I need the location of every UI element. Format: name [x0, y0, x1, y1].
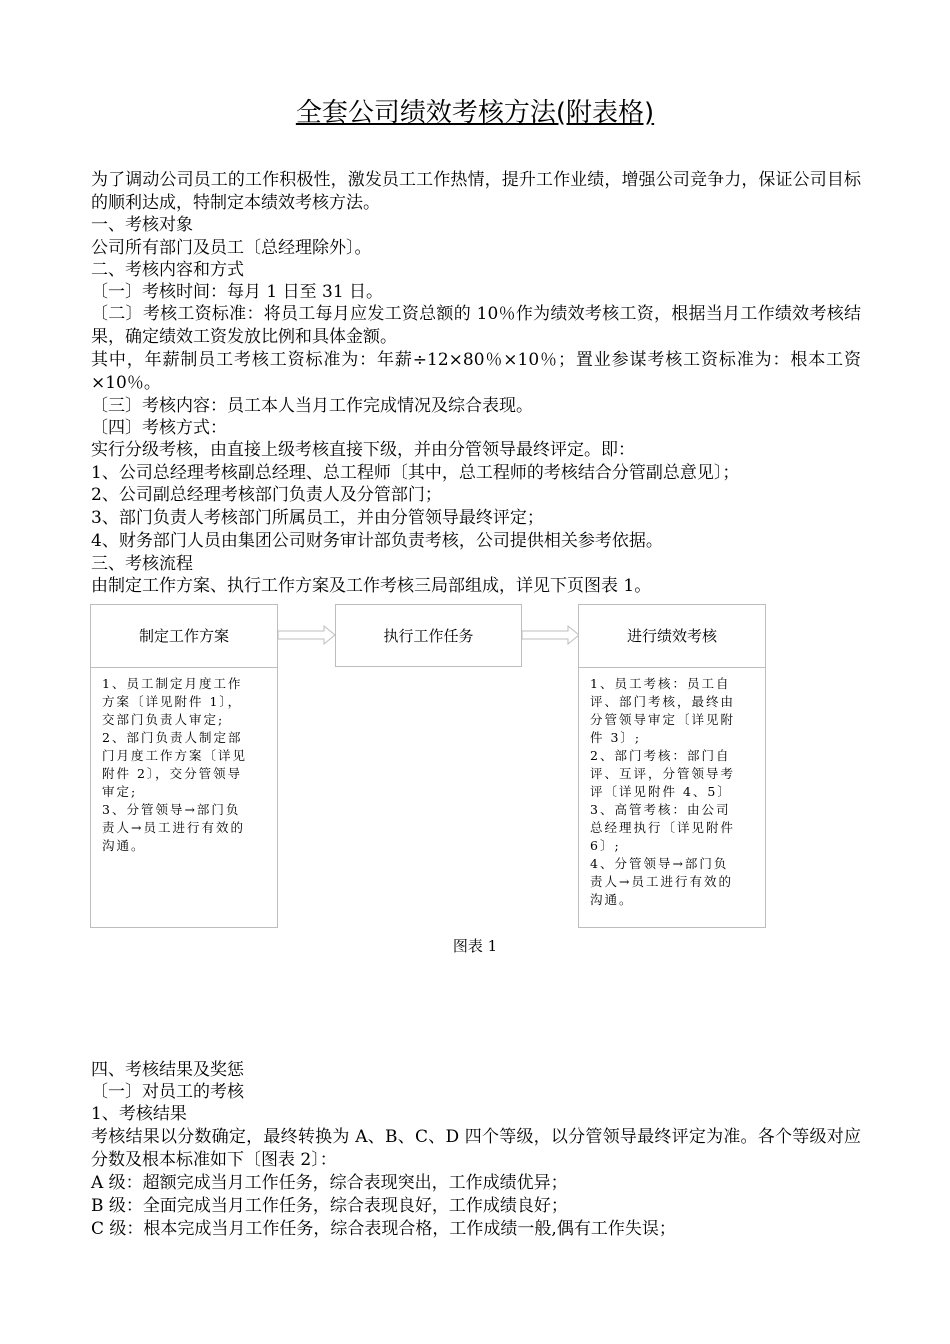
flow-detail-line: 2、部门负责人制定部 [102, 730, 243, 745]
section-4-sub-1-1: 1、考核结果 [91, 1104, 187, 1124]
flow-detail-line: 方案〔详见附件 1〕， [102, 694, 243, 709]
flow-detail-line: 3、高管考核：由公司 [590, 802, 731, 817]
flow-step-execute-box [335, 604, 522, 667]
flow-detail-line: 分管领导审定〔详见附 [590, 712, 736, 727]
section-2-list-item: 1、公司总经理考核副总经理、总工程师〔其中，总工程师的考核结合分管副总意见〕； [91, 463, 740, 483]
flow-detail-line: 附件 2〕，交分管领导 [102, 766, 243, 781]
section-3-heading: 三、考核流程 [91, 554, 193, 574]
flow-step-plan-box [90, 604, 278, 928]
flow-step-execute-title: 执行工作任务 [383, 627, 474, 645]
flow-detail-line: 门月度工作方案〔详见 [102, 748, 248, 763]
flow-detail-line: 3、分管领导→部门负 [102, 802, 241, 817]
section-4-body: 考核结果以分数确定，最终转换为 A、B、C、D 四个等级，以分管领导最终评定为准。各个等级对应分数及根本标准如下〔图表 2〕： [91, 1127, 861, 1170]
section-2-item-2: 〔二〕考核工资标准：将员工每月应发工资总额的 10％作为绩效考核工资，根据当月工作绩效考核结果，确定绩效工资发放比例和具体金额。 [91, 304, 861, 347]
page-title: 全套公司绩效考核方法(附表格) [295, 98, 655, 128]
flow-step-evaluate-divider [579, 667, 765, 668]
grade-item: B 级：全面完成当月工作任务，综合表现良好，工作成绩良好； [91, 1196, 568, 1216]
flow-detail-line: 责人→员工进行有效的 [102, 820, 245, 835]
flow-detail-line: 1、员工制定月度工作 [102, 676, 243, 691]
flow-detail-line: 件 3〕; [590, 730, 642, 745]
flow-detail-line: 沟通。 [590, 892, 634, 907]
section-2-list-item: 2、公司副总经理考核部门负责人及分管部门； [91, 485, 442, 505]
flow-step-plan-title: 制定工作方案 [138, 627, 229, 645]
flow-arrow-2-icon [522, 624, 580, 646]
section-1-heading: 一、考核对象 [91, 215, 193, 235]
grade-item: C 级：根本完成当月工作任务，综合表现合格，工作成绩一般,偶有工作失误； [91, 1219, 676, 1239]
flow-arrow-1-icon [278, 624, 336, 646]
flow-detail-line: 交部门负责人审定; [102, 712, 225, 727]
flow-detail-line: 4、分管领导→部门负 [590, 856, 729, 871]
flow-step-evaluate-box [578, 604, 766, 928]
intro-paragraph: 为了调动公司员工的工作积极性，激发员工工作热情，提升工作业绩，增强公司竞争力，保证公司目标的顺利达成，特制定本绩效考核方法。 [91, 170, 861, 213]
flow-detail-line: 沟通。 [102, 838, 146, 853]
flow-step-plan-divider [91, 667, 277, 668]
flow-detail-line: 评〔详见附件 4、5〕 [590, 784, 732, 799]
section-2-heading: 二、考核内容和方式 [91, 260, 244, 280]
flow-step-evaluate-title: 进行绩效考核 [626, 627, 717, 645]
flow-detail-line: 总经理执行〔详见附件 [590, 820, 736, 835]
flow-step-evaluate-details [590, 675, 762, 909]
flow-detail-line: 责人→员工进行有效的 [590, 874, 733, 889]
section-2-item-4-intro: 实行分级考核，由直接上级考核直接下级，并由分管领导最终评定。即： [91, 440, 635, 460]
section-4-heading: 四、考核结果及奖惩 [91, 1060, 244, 1080]
section-2-list-item: 4、财务部门人员由集团公司财务审计部负责考核，公司提供相关参考依据。 [91, 531, 663, 551]
section-3-body: 由制定工作方案、执行工作方案及工作考核三局部组成，详见下页图表 1。 [91, 576, 652, 596]
flow-detail-line: 评、互评，分管领导考 [590, 766, 736, 781]
figure-caption: 图表 1 [452, 937, 498, 955]
section-4-sub-1: 〔一〕对员工的考核 [91, 1082, 244, 1102]
section-2-item-2-note: 其中，年薪制员工考核工资标准为：年薪÷12×80％×10％；置业参谋考核工资标准为：根本工资×10％。 [91, 350, 861, 393]
section-2-item-1: 〔一〕考核时间：每月 1 日至 31 日。 [91, 282, 384, 302]
flow-detail-line: 2、部门考核：部门自 [590, 748, 731, 763]
section-2-list-item: 3、部门负责人考核部门所属员工，并由分管领导最终评定； [91, 508, 544, 528]
flow-detail-line: 1、员工考核：员工自 [590, 676, 731, 691]
flow-detail-line: 6〕; [590, 838, 621, 853]
section-2-item-3: 〔三〕考核内容：员工本人当月工作完成情况及综合表现。 [91, 396, 533, 416]
grade-item: A 级：超额完成当月工作任务，综合表现突出，工作成绩优异； [91, 1173, 568, 1193]
section-2-item-4: 〔四〕考核方式： [91, 418, 227, 438]
section-1-body: 公司所有部门及员工〔总经理除外〕。 [91, 238, 372, 258]
flow-detail-line: 评、部门考核，最终由 [590, 694, 736, 709]
flow-detail-line: 审定; [102, 784, 138, 799]
flow-step-plan-details [102, 675, 274, 855]
